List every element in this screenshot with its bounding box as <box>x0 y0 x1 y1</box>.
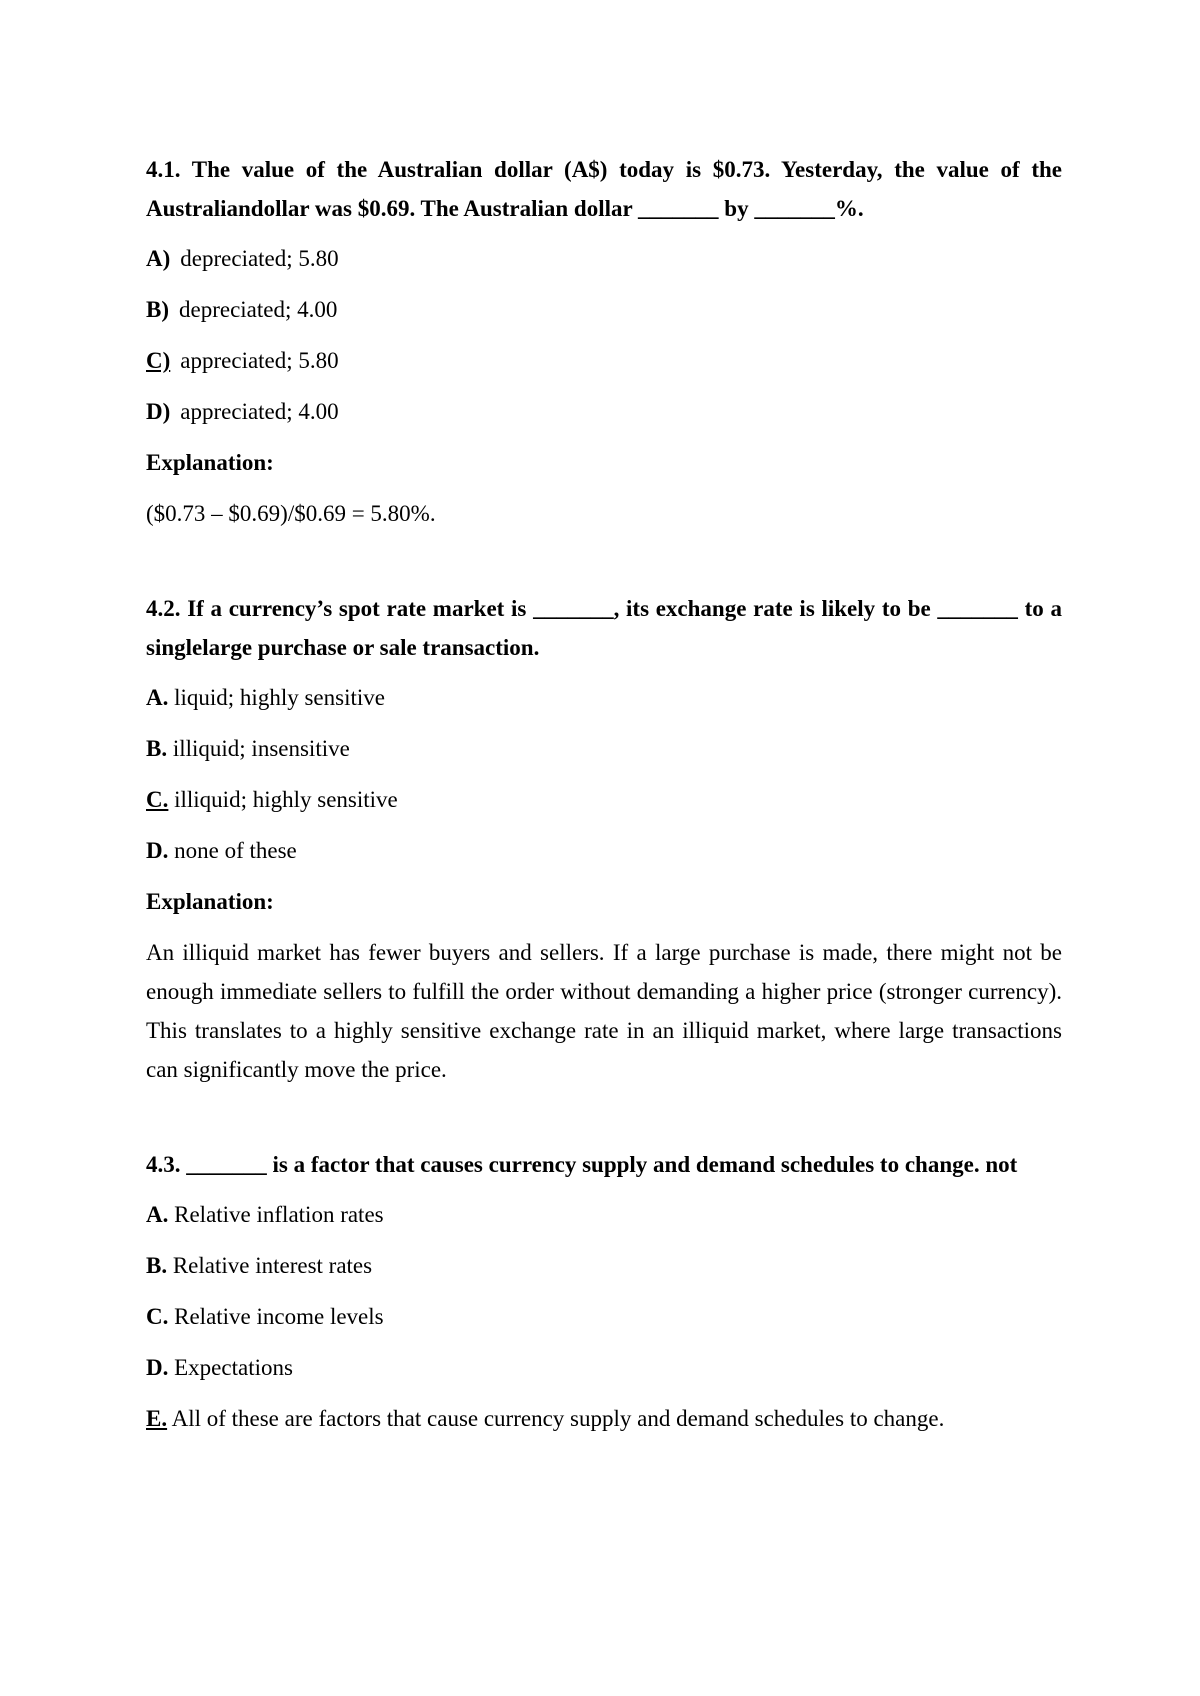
option-letter: A. <box>146 685 169 710</box>
option-letter: D. <box>146 838 169 863</box>
option-a <box>146 678 1062 717</box>
option-letter: A) <box>146 246 171 271</box>
option-text: appreciated; 5.80 <box>180 348 339 373</box>
option-letter: C. <box>146 787 169 812</box>
question-4-2 <box>146 589 1062 1089</box>
option-text: Relative inflation rates <box>174 1202 384 1227</box>
option-text: Expectations <box>174 1355 293 1380</box>
option-text: none of these <box>174 838 297 863</box>
option-text: appreciated; 4.00 <box>180 399 339 424</box>
explanation-heading: Explanation: <box>146 889 274 914</box>
option-b <box>146 290 1062 329</box>
explanation-text: An illiquid market has fewer buyers and sellers. If a large purchase is made, there might not be enough immediate sellers to fulfill the order without demanding a higher price (stronger currency). This translates to a highly sensitive exchange rate in an illiquid market, where large transactions can significantly move the price. <box>146 940 1062 1082</box>
question-stem: 4.3. _______ is a factor that causes currency supply and demand schedules to change. not <box>146 1152 1018 1177</box>
option-c <box>146 1297 1062 1336</box>
option-text: depreciated; 5.80 <box>180 246 339 271</box>
option-c-correct <box>146 341 1062 380</box>
option-d <box>146 392 1062 431</box>
option-text: illiquid; insensitive <box>172 736 350 761</box>
option-b <box>146 729 1062 768</box>
option-text: illiquid; highly sensitive <box>174 787 398 812</box>
option-c-correct <box>146 780 1062 819</box>
option-text: All of these are factors that cause currency supply and demand schedules to change. <box>171 1406 945 1431</box>
explanation-text: ($0.73 – $0.69)/$0.69 = 5.80%. <box>146 501 436 526</box>
option-letter: A. <box>146 1202 169 1227</box>
option-b <box>146 1246 1062 1285</box>
option-d <box>146 1348 1062 1387</box>
option-a <box>146 1195 1062 1234</box>
option-letter: C) <box>146 348 171 373</box>
option-letter: C. <box>146 1304 169 1329</box>
option-letter: E. <box>146 1406 168 1431</box>
question-4-1 <box>146 150 1062 533</box>
question-stem: 4.2. If a currency’s spot rate market is _______, its exchange rate is likely to be _______ to a singlelarge purchase or sale transaction. <box>146 596 1062 660</box>
option-d <box>146 831 1062 870</box>
document-page <box>146 150 1062 1450</box>
option-e-correct <box>146 1399 1062 1438</box>
question-4-3 <box>146 1145 1062 1438</box>
explanation-heading: Explanation: <box>146 450 274 475</box>
option-letter: D) <box>146 399 171 424</box>
option-letter: B) <box>146 297 169 322</box>
option-text: liquid; highly sensitive <box>174 685 385 710</box>
option-letter: B. <box>146 1253 168 1278</box>
option-text: Relative income levels <box>174 1304 384 1329</box>
option-text: Relative interest rates <box>172 1253 373 1278</box>
question-stem: 4.1. The value of the Australian dollar (A$) today is $0.73. Yesterday, the value of the Australiandollar was $0.69. The Australian dollar _______ by _______%. <box>146 157 1062 221</box>
option-letter: B. <box>146 736 168 761</box>
option-a <box>146 239 1062 278</box>
option-text: depreciated; 4.00 <box>179 297 338 322</box>
option-letter: D. <box>146 1355 169 1380</box>
